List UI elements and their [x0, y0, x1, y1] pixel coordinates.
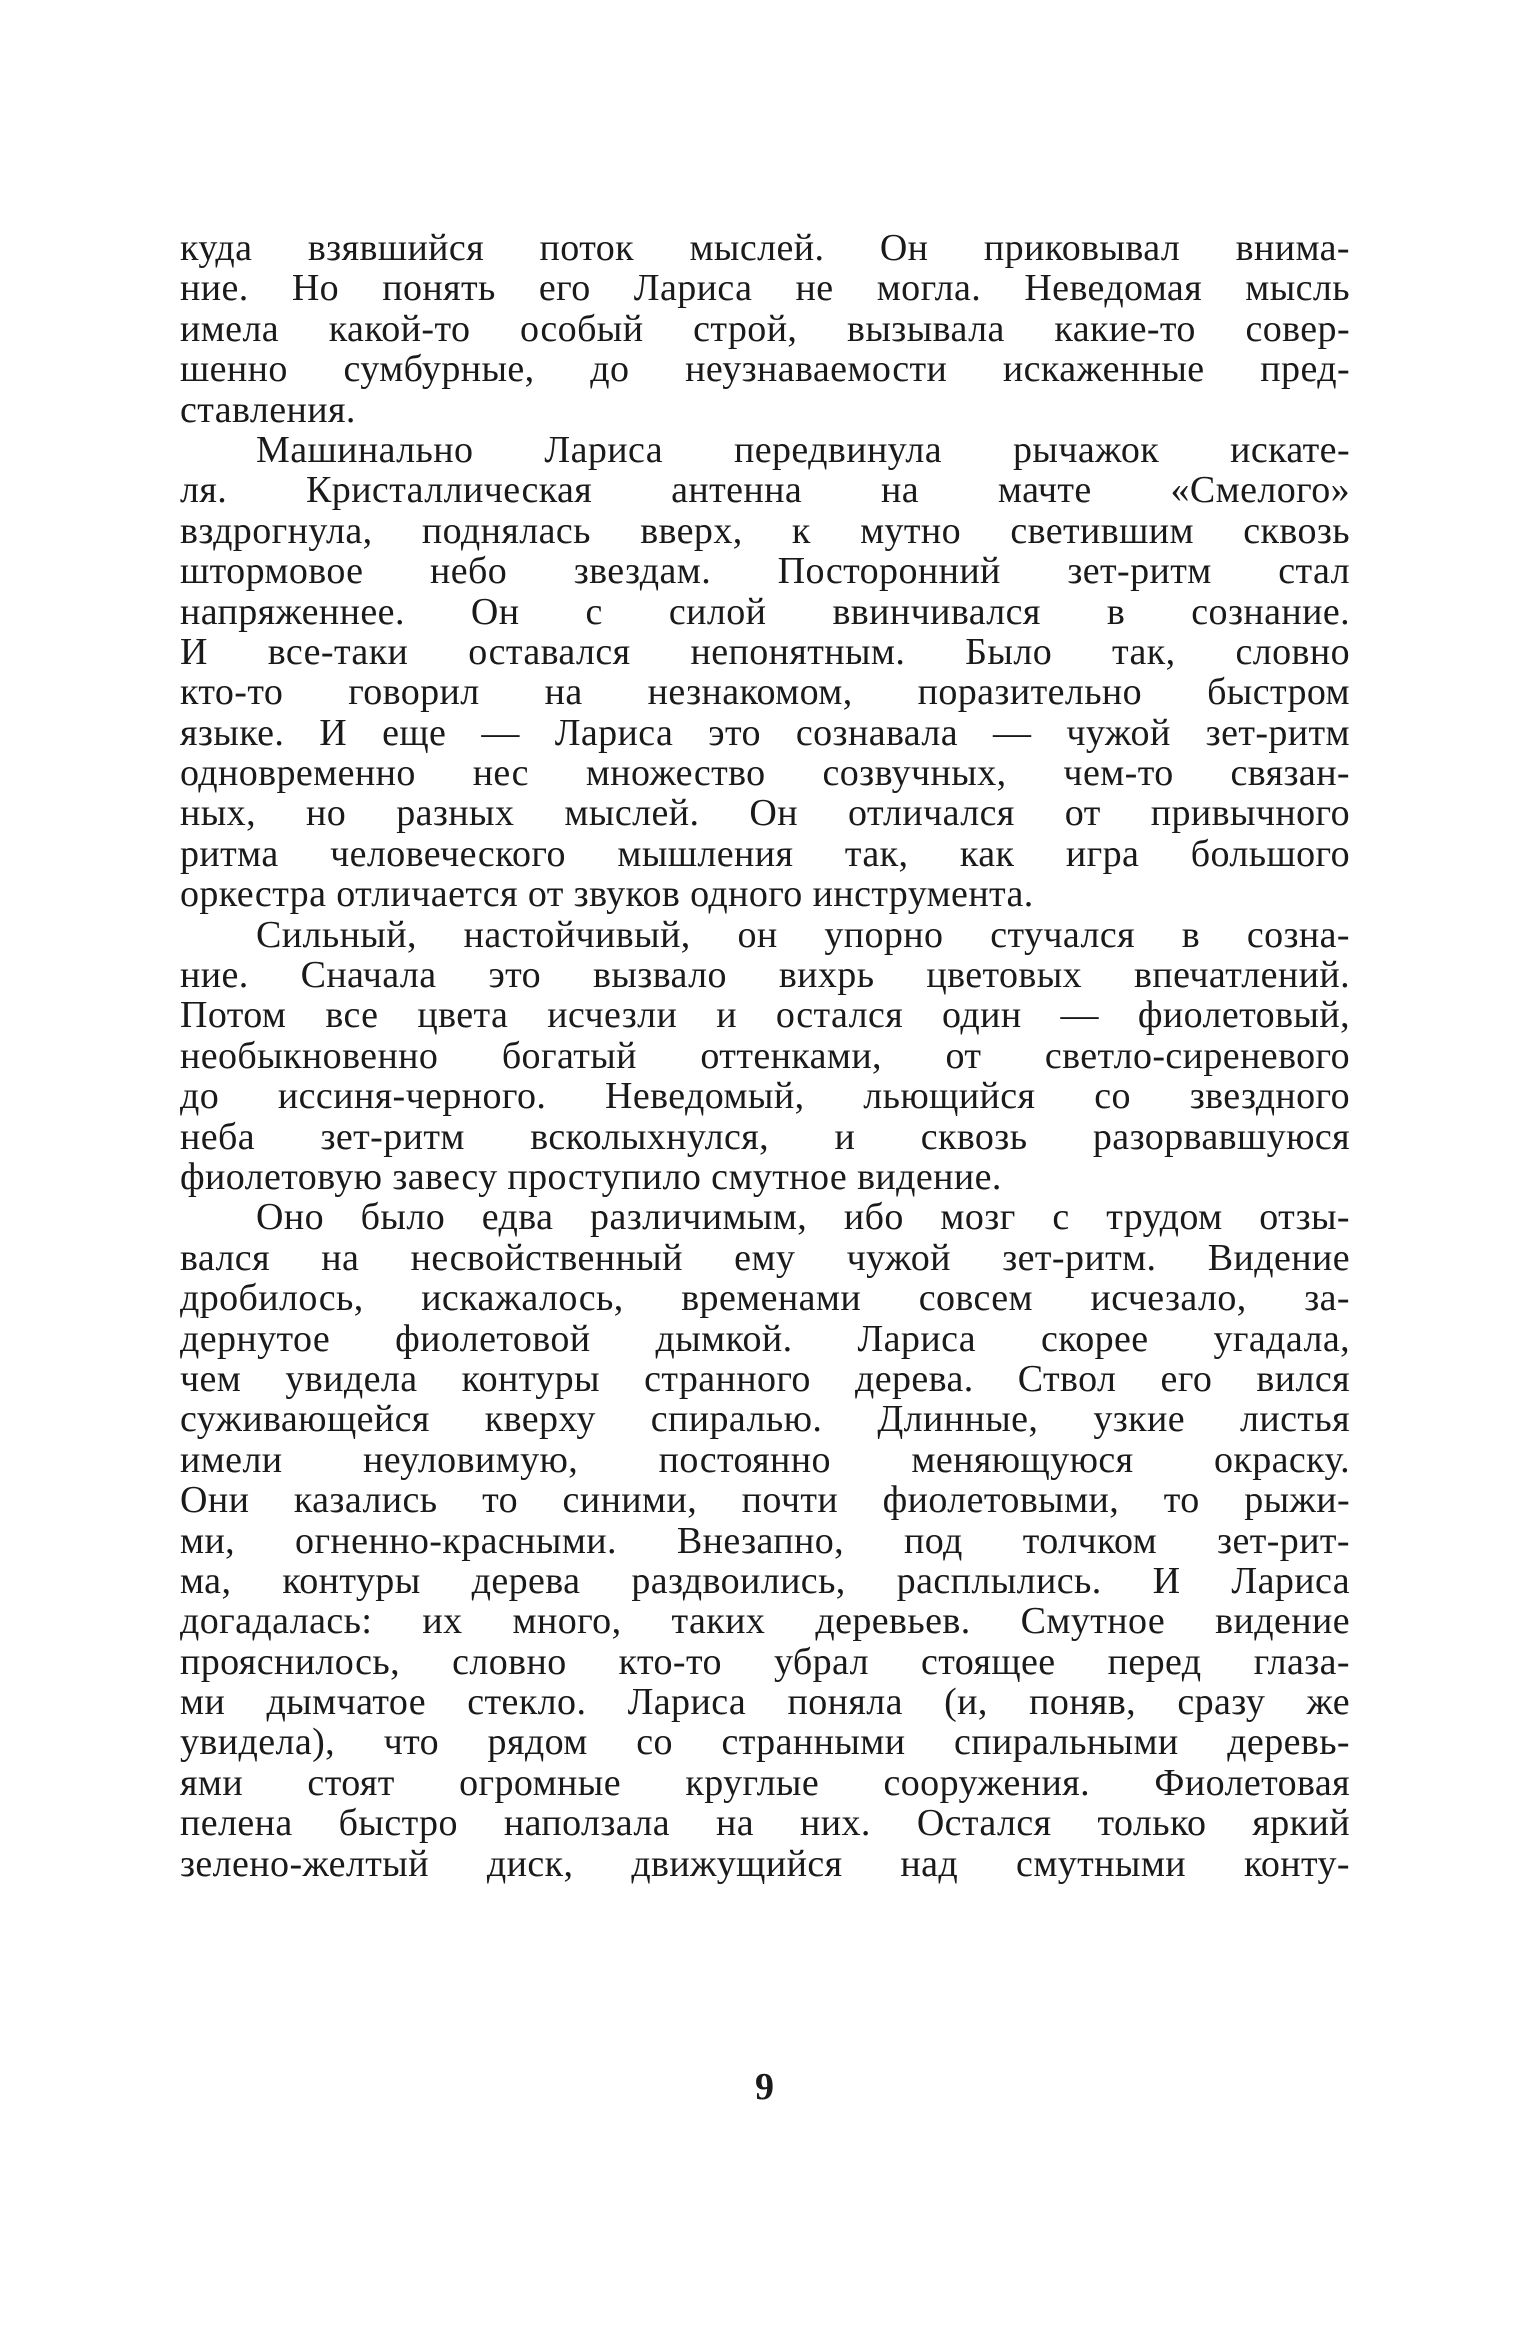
- text-line: догадалась: их много, таких деревьев. Смутное видение: [180, 1600, 1350, 1643]
- text-line: зелено-желтый диск, движущийся над смутными конту-: [180, 1842, 1350, 1885]
- text-line: кто-то говорил на незнакомом, поразительно быстром: [180, 671, 1350, 714]
- text-line: И все-таки оставался непонятным. Было так, словно: [180, 630, 1350, 673]
- page-body: [180, 228, 1350, 1884]
- text-line: Сильный, настойчивый, он упорно стучался в созна-: [256, 913, 1350, 956]
- text-line: вздрогнула, поднялась вверх, к мутно светившим сквозь: [180, 509, 1350, 552]
- text-line: ритма человеческого мышления так, как игра большого: [180, 832, 1350, 875]
- text-line: ставления.: [180, 388, 356, 431]
- text-line: ми дымчатое стекло. Лариса поняла (и, поняв, сразу же: [180, 1681, 1350, 1724]
- text-line: дробилось, искажалось, временами совсем исчезало, за-: [180, 1277, 1350, 1320]
- text-line: необыкновенно богатый оттенками, от светло-сиреневого: [180, 1034, 1350, 1077]
- text-line: чем увидела контуры странного дерева. Ствол его вился: [180, 1357, 1350, 1400]
- text-line: пелена быстро наползала на них. Остался только яркий: [180, 1802, 1350, 1845]
- text-line: шенно сумбурные, до неузнаваемости искаженные пред-: [180, 348, 1350, 391]
- text-line: неба зет-ритм всколыхнулся, и сквозь разорвавшуюся: [180, 1115, 1350, 1158]
- text-line: ных, но разных мыслей. Он отличался от привычного: [180, 792, 1350, 835]
- text-line: ями стоят огромные круглые сооружения. Фиолетовая: [180, 1761, 1350, 1804]
- text-line: одновременно нес множество созвучных, чем-то связан-: [180, 752, 1350, 795]
- text-line: Оно было едва различимым, ибо мозг с трудом отзы-: [256, 1196, 1350, 1239]
- text-line: ние. Но понять его Лариса не могла. Неведомая мысль: [180, 267, 1350, 310]
- text-line: увидела), что рядом со странными спиральными деревь-: [180, 1721, 1350, 1764]
- text-line: вался на несвойственный ему чужой зет-ритм. Видение: [180, 1236, 1350, 1279]
- text-line: Машинально Лариса передвинула рычажок искате-: [256, 428, 1350, 471]
- text-line: имели неуловимую, постоянно меняющуюся окраску.: [180, 1438, 1350, 1481]
- text-line: дернутое фиолетовой дымкой. Лариса скорее угадала,: [180, 1317, 1350, 1360]
- text-line: штормовое небо звездам. Посторонний зет-ритм стал: [180, 550, 1350, 593]
- text-line: Потом все цвета исчезли и остался один — фиолетовый,: [180, 994, 1350, 1037]
- text-line: оркестра отличается от звуков одного инструмента.: [180, 873, 1034, 916]
- text-line: ми, огненно-красными. Внезапно, под толчком зет-рит-: [180, 1519, 1350, 1562]
- text-line: ля. Кристаллическая антенна на мачте «Смелого»: [180, 469, 1350, 512]
- text-line: прояснилось, словно кто-то убрал стоящее перед глаза-: [180, 1640, 1350, 1683]
- text-line: ма, контуры дерева раздвоились, расплылись. И Лариса: [180, 1559, 1350, 1602]
- text-line: до иссиня-черного. Неведомый, льющийся со звездного: [180, 1075, 1350, 1118]
- page-number: 9: [755, 2066, 774, 2108]
- text-line: Они казались то синими, почти фиолетовыми, то рыжи-: [180, 1479, 1350, 1522]
- text-line: фиолетовую завесу проступило смутное видение.: [180, 1155, 1002, 1198]
- text-line: куда взявшийся поток мыслей. Он приковывал внима-: [180, 227, 1350, 269]
- text-line: суживающейся кверху спиралью. Длинные, узкие листья: [180, 1398, 1350, 1441]
- text-line: имела какой-то особый строй, вызывала какие-то совер-: [180, 307, 1350, 350]
- text-line: ние. Сначала это вызвало вихрь цветовых впечатлений.: [180, 954, 1350, 997]
- text-line: напряженнее. Он с силой ввинчивался в сознание.: [180, 590, 1350, 633]
- text-line: языке. И еще — Лариса это сознавала — чужой зет-ритм: [180, 711, 1350, 754]
